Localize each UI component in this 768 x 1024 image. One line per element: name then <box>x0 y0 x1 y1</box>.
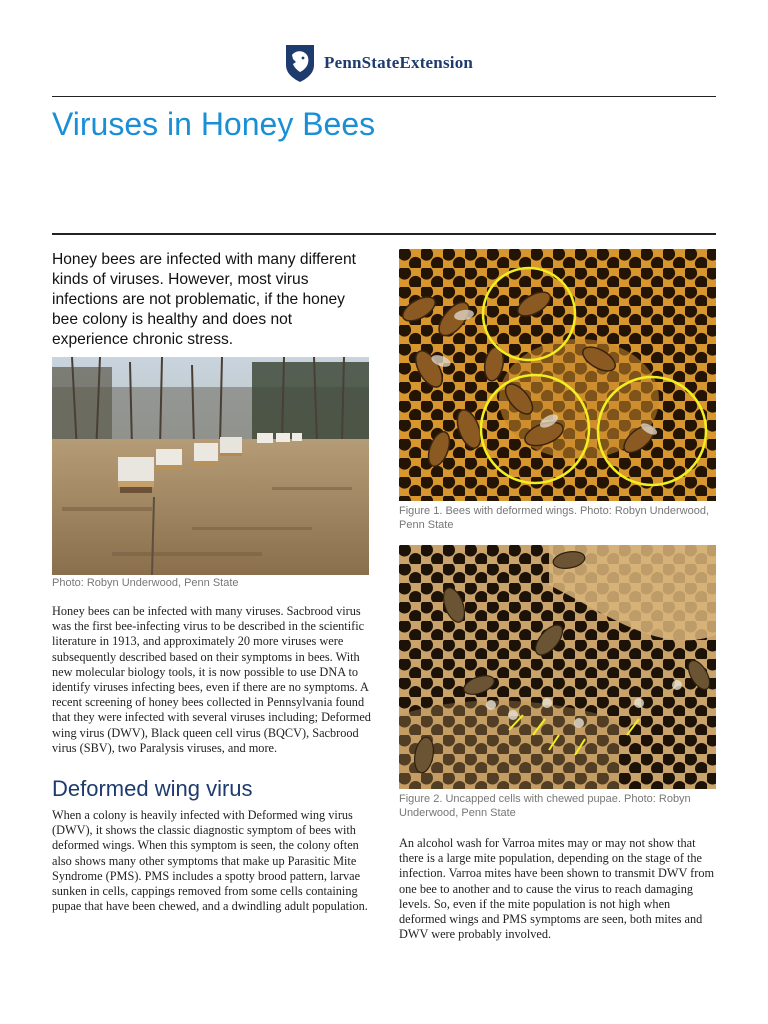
brand-name: PennStateExtension <box>324 53 474 72</box>
apiary-photo-caption: Photo: Robyn Underwood, Penn State <box>52 577 239 589</box>
body-paragraph-2: When a colony is heavily infected with Deformed wing virus (DWV), it shows the classic diagnostic symptom of bees with deformed wings. When this symptom is seen, the colony often also shows many other symptoms that make up Parasitic Mite Syndrome (PMS). PMS includes a spotty brood pattern, larvae sunken in cells, cappings removed from some cells containing pupae that have been chewed, and a dwindling adult population. <box>52 808 368 914</box>
intro-paragraph: Honey bees are infected with many different kinds of viruses. However, most virus infections are not problematic, if the honey bee colony is healthy and does not experience chronic stress. <box>52 251 356 348</box>
deformed-wing-bees-photo <box>399 249 716 501</box>
section-heading-dwv: Deformed wing virus <box>52 776 253 801</box>
penn-state-extension-logo <box>284 42 494 84</box>
page-title: Viruses in Honey Bees <box>52 106 376 142</box>
figure-1-caption: Figure 1. Bees with deformed wings. Photo: Robyn Underwood, Penn State <box>399 505 709 531</box>
body-paragraph-1: Honey bees can be infected with many viruses. Sacbrood virus was the first bee-infecting virus to be described in the scientific literature in 1913, and approximately 20 more viruses were subsequently described based on their symptoms in bees. With new molecular biology tools, it is now possible to use DNA to identify viruses infecting bees, even if there are no symptoms. A recent screening of honey bees collected in Pennsylvania found that they were infected with several viruses including; Deformed wing virus (DWV), Black queen cell virus (BQCV), Sacbrood virus (SBV), two Paralysis viruses, and more. <box>52 604 371 755</box>
chewed-pupae-photo <box>399 545 716 789</box>
figure-2-caption: Figure 2. Uncapped cells with chewed pupae. Photo: Robyn Underwood, Penn State <box>399 793 691 819</box>
apiary-photo <box>52 357 369 575</box>
section-rule <box>52 233 716 235</box>
top-rule <box>52 96 716 97</box>
body-paragraph-3: An alcohol wash for Varroa mites may or may not show that there is a large mite population, depending on the stage of the infection. Varroa mites have been shown to transmit DWV from one bee to another and to cause the virus to reach damaging levels. So, even if the mite population is not high when deformed wings and PMS symptoms are seen, both mites and DWV were probably involved. <box>399 836 715 942</box>
nittany-lion-shield-icon <box>284 43 316 83</box>
